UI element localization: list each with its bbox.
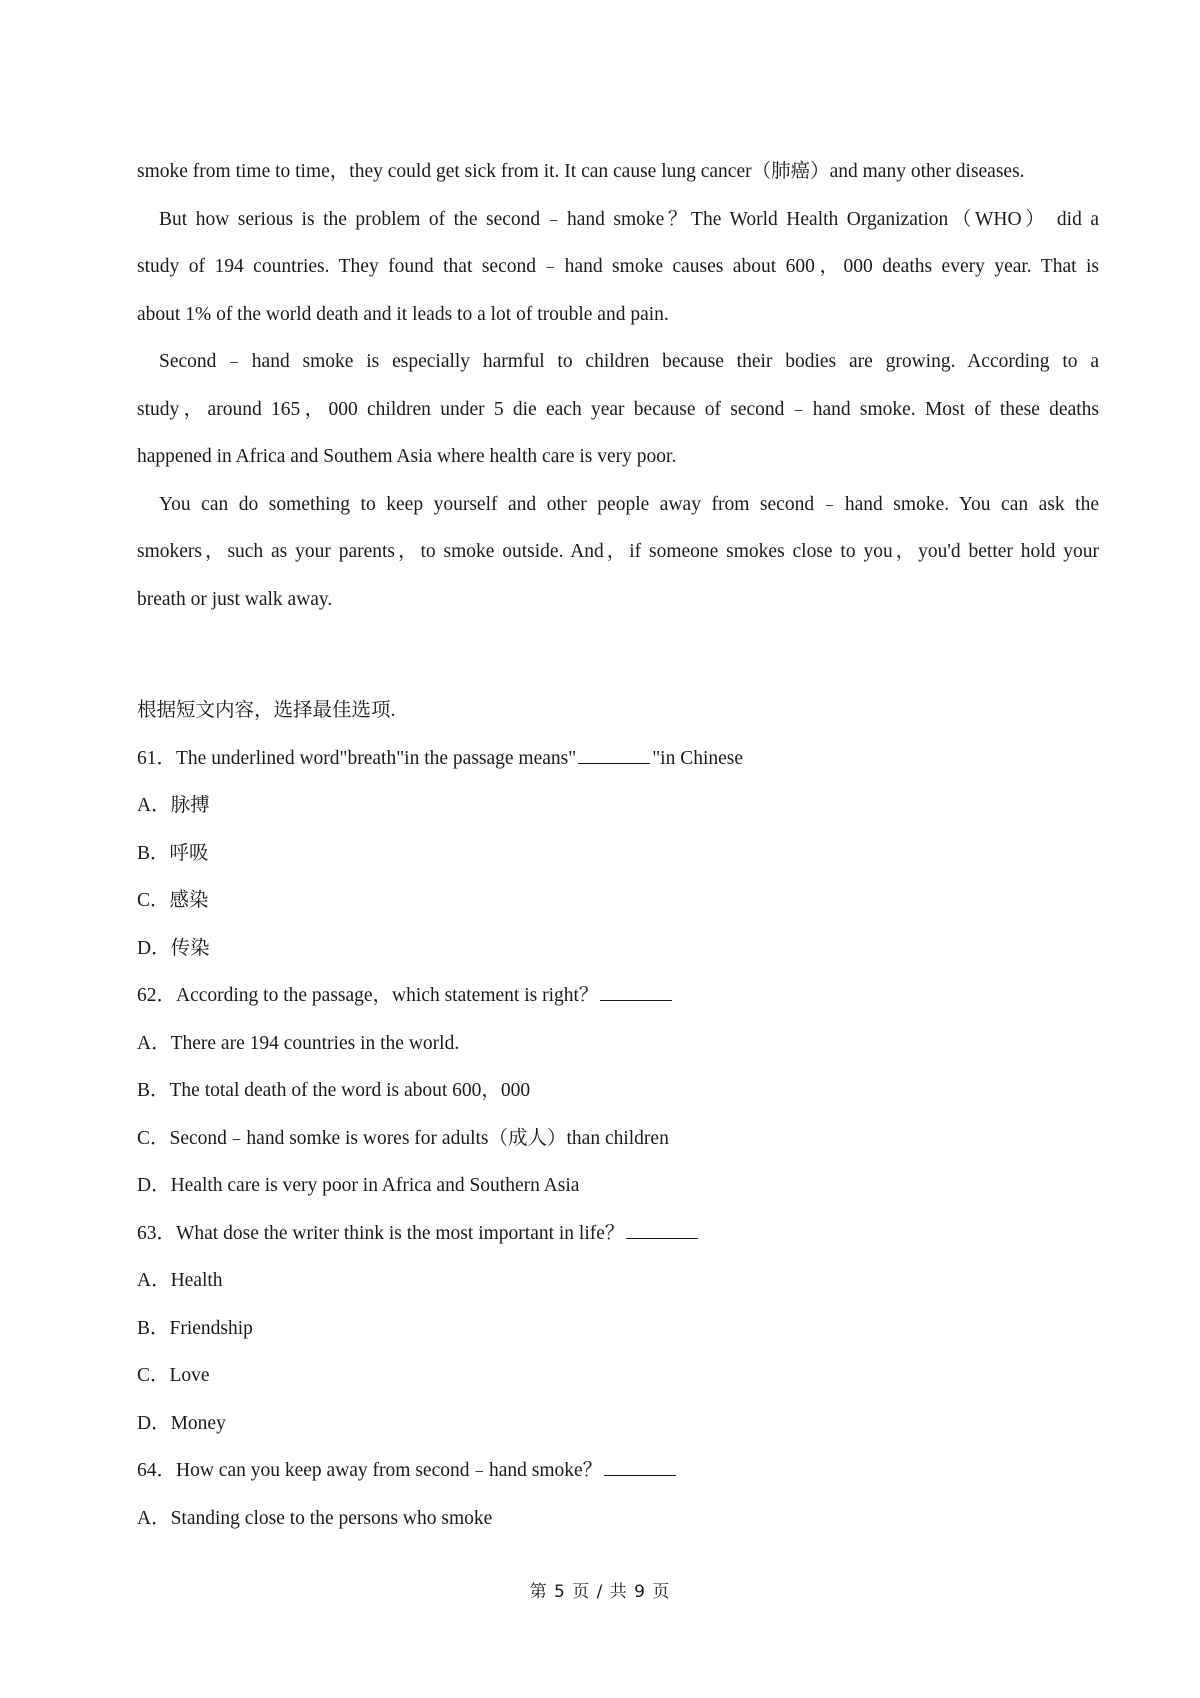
option-a: A．脉搏 — [137, 795, 210, 816]
page-footer: 第 5 页 / 共 9 页 — [529, 1582, 671, 1602]
option-b: B．呼吸 — [137, 842, 209, 864]
option-c: C．感染 — [137, 890, 209, 911]
option-b: B．The total death of the word is about 600，000 — [137, 1080, 531, 1101]
answer-blank[interactable] — [600, 982, 672, 1001]
answer-blank[interactable] — [578, 745, 650, 764]
passage-line: Second﹣hand smoke is especially harmful to children because their bodies are growing. According to a — [159, 351, 1099, 372]
document-page — [137, 148, 1099, 1542]
passage-paragraph-1 — [137, 196, 1099, 339]
passage-line: happened in Africa and Southem Asia where health care is very poor. — [137, 446, 677, 467]
passage-line: smokers，such as your parents，to smoke outside. And，if someone smokes close to you，you'd better hold your — [137, 541, 1099, 562]
option-d: D．Money — [137, 1412, 226, 1434]
option-c: C．Second﹣hand somke is wores for adults（成人）than children — [137, 1127, 669, 1149]
question-stem: 62．According to the passage，which statement is right？ — [137, 972, 1099, 1020]
instruction-text: 根据短文内容，选择最佳选项. — [137, 700, 396, 721]
option-d: D．传染 — [137, 937, 210, 959]
question-61 — [137, 735, 1099, 973]
passage-line: You can do something to keep yourself and other people away from second﹣hand smoke. You can ask the — [159, 493, 1099, 515]
passage-paragraph-0 — [137, 148, 1099, 196]
option-d: D．Health care is very poor in Africa and Southern Asia — [137, 1175, 580, 1196]
question-stem: 64．How can you keep away from second﹣hand smoke？ — [137, 1447, 1099, 1495]
option-a: A．Health — [137, 1270, 223, 1291]
passage-line: breath or just walk away. — [137, 588, 333, 610]
option-a: A．There are 194 countries in the world. — [137, 1032, 460, 1054]
passage-line: study，around 165，000 children under 5 die each year because of second﹣hand smoke. Most of these deaths — [137, 398, 1099, 420]
passage-paragraph-2 — [137, 338, 1099, 481]
passage-line: study of 194 countries. They found that second﹣hand smoke causes about 600，000 deaths every year. That is — [137, 256, 1099, 277]
answer-blank[interactable] — [604, 1457, 676, 1476]
question-62 — [137, 972, 1099, 1210]
passage-line: about 1% of the world death and it leads to a lot of trouble and pain. — [137, 303, 669, 325]
answer-blank[interactable] — [626, 1220, 698, 1239]
passage-line: smoke from time to time，they could get sick from it. It can cause lung cancer（肺癌）and many other diseases. — [137, 161, 1025, 182]
question-64 — [137, 1447, 1099, 1542]
option-b: B．Friendship — [137, 1317, 253, 1339]
option-a: A．Standing close to the persons who smoke — [137, 1507, 493, 1529]
option-c: C．Love — [137, 1365, 210, 1386]
passage-paragraph-3 — [137, 481, 1099, 624]
question-63 — [137, 1210, 1099, 1448]
passage-line: But how serious is the problem of the second﹣hand smoke？The World Health Organization（WHO） did a — [159, 208, 1099, 230]
question-stem: 61．The underlined word"breath"in the passage means" "in Chinese — [137, 735, 1099, 783]
question-stem: 63．What dose the writer think is the most important in life？ — [137, 1210, 1099, 1258]
